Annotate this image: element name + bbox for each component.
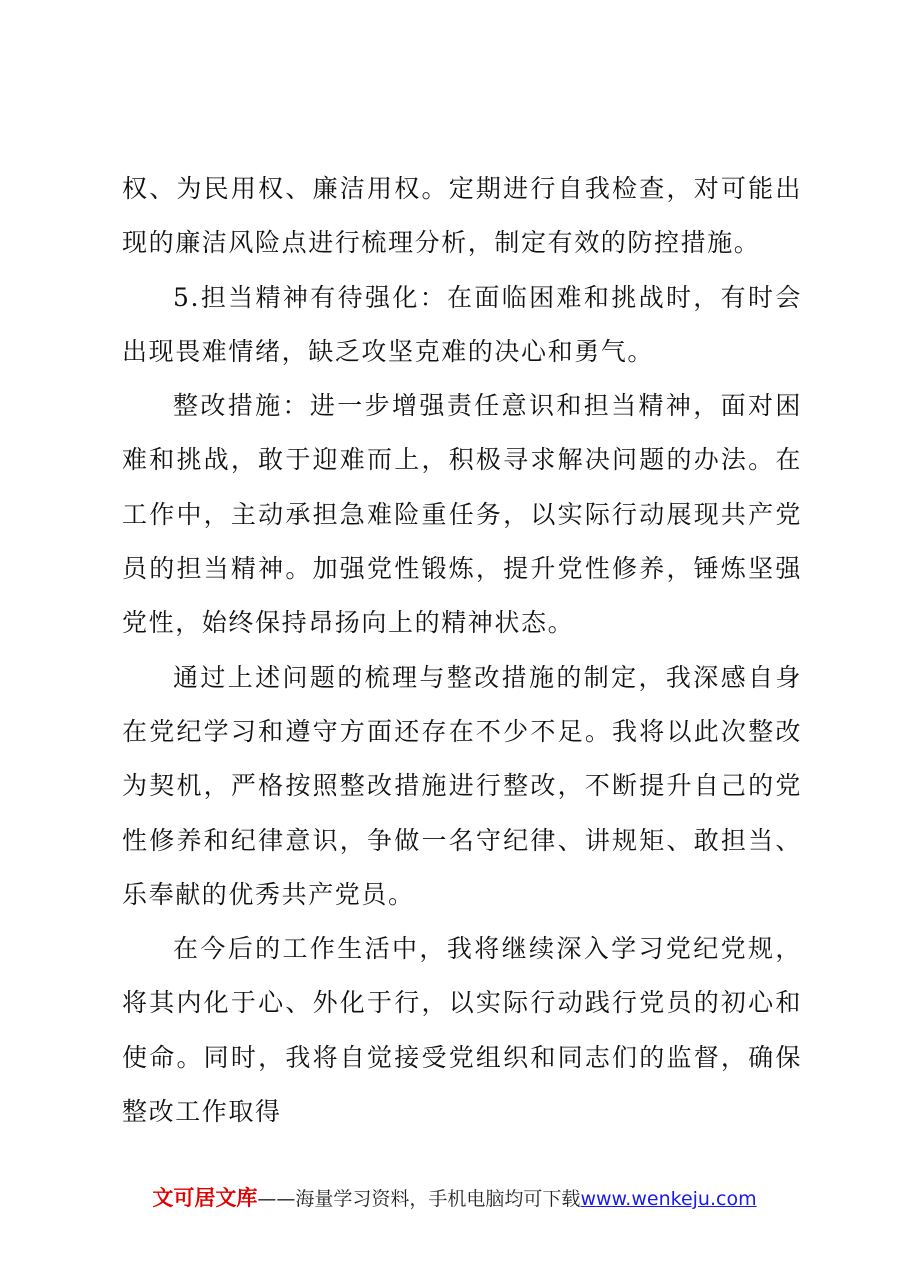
paragraph-summary: 通过上述问题的梳理与整改措施的制定，我深感自身在党纪学习和遵守方面还存在不少不足。我将以此次整改为契机，严格按照整改措施进行整改，不断提升自己的党性修养和纪律意识，争做一名守纪律、讲规矩、敢担当、乐奉献的优秀共产党员。 — [122, 662, 802, 909]
footer-site-link[interactable]: www.wenkeju.com — [580, 1188, 757, 1210]
paragraph-future-commitment: 在今后的工作生活中，我将继续深入学习党纪党规，将其内化于心、外化于行，以实际行动践行党员的初心和使命。同时，我将自觉接受党组织和同志们的监督，确保整改工作取得 — [122, 934, 802, 1127]
document-body — [122, 162, 802, 1139]
footer-tagline: ——海量学习资料，手机电脑均可下载 — [257, 1188, 581, 1210]
paragraph-issue-5: 5.担当精神有待强化：在面临困难和挑战时，有时会出现畏难情绪，缺乏攻坚克难的决心和勇气。 — [122, 282, 802, 366]
footer-banner — [0, 1182, 909, 1212]
paragraph-continued: 权、为民用权、廉洁用权。定期进行自我检查，对可能出现的廉洁风险点进行梳理分析，制定有效的防控措施。 — [122, 174, 802, 258]
paragraph-rectification-measures: 整改措施：进一步增强责任意识和担当精神，面对困难和挑战，敢于迎难而上，积极寻求解决问题的办法。在工作中，主动承担急难险重任务，以实际行动展现共产党员的担当精神。加强党性锻炼，提升党性修养，锤炼坚强党性，始终保持昂扬向上的精神状态。 — [122, 391, 802, 638]
footer-brand: 文可居文库 — [152, 1186, 258, 1210]
